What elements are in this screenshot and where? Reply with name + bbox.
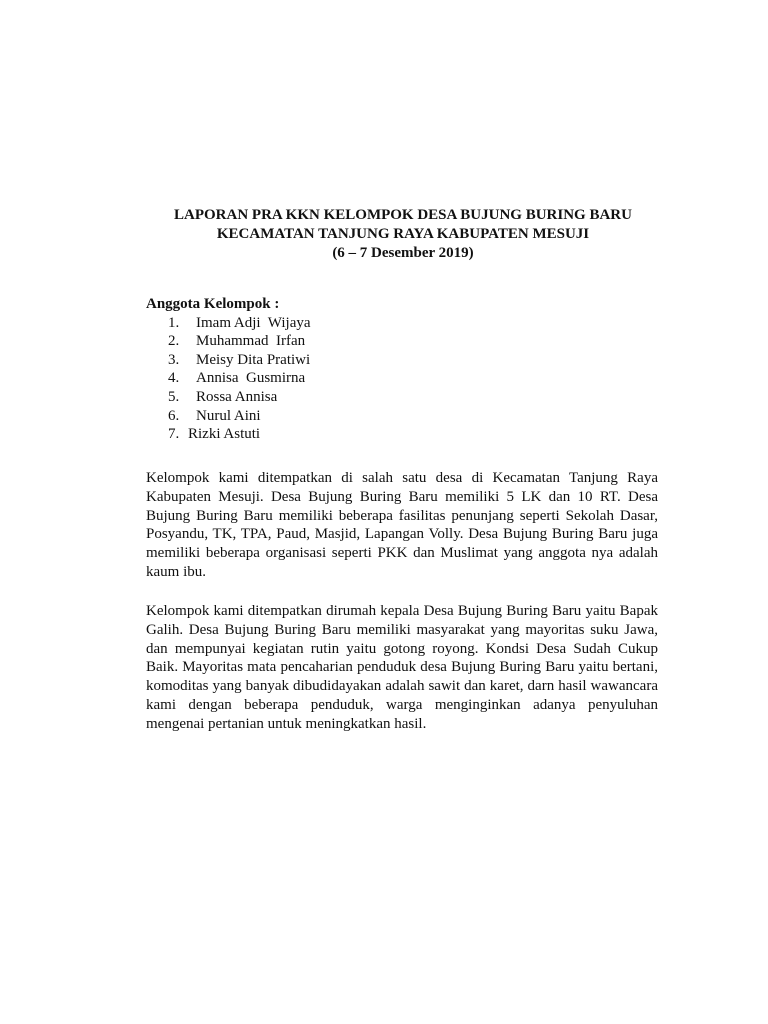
member-name: Rizki Astuti xyxy=(188,426,261,443)
member-item xyxy=(168,425,646,444)
member-number: 6. xyxy=(168,407,180,424)
member-item xyxy=(168,388,646,407)
member-list xyxy=(146,314,646,444)
member-name: Muhammad Irfan xyxy=(196,333,306,350)
member-name: Meisy Dita Pratiwi xyxy=(196,351,311,368)
member-name: Rossa Annisa xyxy=(196,388,278,405)
member-number: 4. xyxy=(168,370,180,387)
title-line-3: (6 – 7 Desember 2019) xyxy=(332,245,474,261)
member-name: Nurul Aini xyxy=(196,407,261,424)
member-item xyxy=(168,314,646,333)
title-line-2: KECAMATAN TANJUNG RAYA KABUPATEN MESUJI xyxy=(216,226,590,242)
title-line-1: LAPORAN PRA KKN KELOMPOK DESA BUJUNG BURING BARU xyxy=(174,207,632,223)
member-number: 3. xyxy=(168,351,180,368)
member-item xyxy=(168,332,646,351)
paragraph-2: Kelompok kami ditempatkan dirumah kepala Desa Bujung Buring Baru yaitu Bapak Galih. Desa Bujung Buring Baru memiliki masyarakat yang mayoritas suku Jawa, dan mempunyai kegiatan rutin yaitu gotong royong. Kondsi Desa Sudah Cukup Baik. Mayoritas mata pencaharian penduduk desa Bujung Buring Baru yaitu bertani, komoditas yang banyak dibudidayakan adalah sawit dan karet, darn hasil wawancara kami dengan beberapa penduduk, warga menginginkan adanya penyuluhan mengenai pertanian untuk meningkatkan hasil. xyxy=(146,603,658,732)
member-number: 1. xyxy=(168,314,180,331)
paragraph-1: Kelompok kami ditempatkan di salah satu desa di Kecamatan Tanjung Raya Kabupaten Mesuji. Desa Bujung Buring Baru memiliki 5 LK dan 10 RT. Desa Bujung Buring Baru memiliki beberapa fasilitas penunjang seperti Sekolah Dasar, Posyandu, TK, TPA, Paud, Masjid, Lapangan Volly. Desa Bujung Buring Baru juga memiliki beberapa organisasi seperti PKK dan Muslimat yang anggota nya adalah kaum ibu. xyxy=(146,470,658,580)
member-number: 5. xyxy=(168,388,180,405)
member-item xyxy=(168,369,646,388)
member-item xyxy=(168,407,646,426)
member-name: Imam Adji Wijaya xyxy=(196,314,311,331)
members-section xyxy=(146,295,646,444)
member-number: 2. xyxy=(168,333,180,350)
member-item xyxy=(168,351,646,370)
report-title xyxy=(146,206,660,263)
members-heading: Anggota Kelompok : xyxy=(146,296,280,312)
member-name: Annisa Gusmirna xyxy=(196,370,306,387)
member-number: 7. xyxy=(168,426,180,443)
